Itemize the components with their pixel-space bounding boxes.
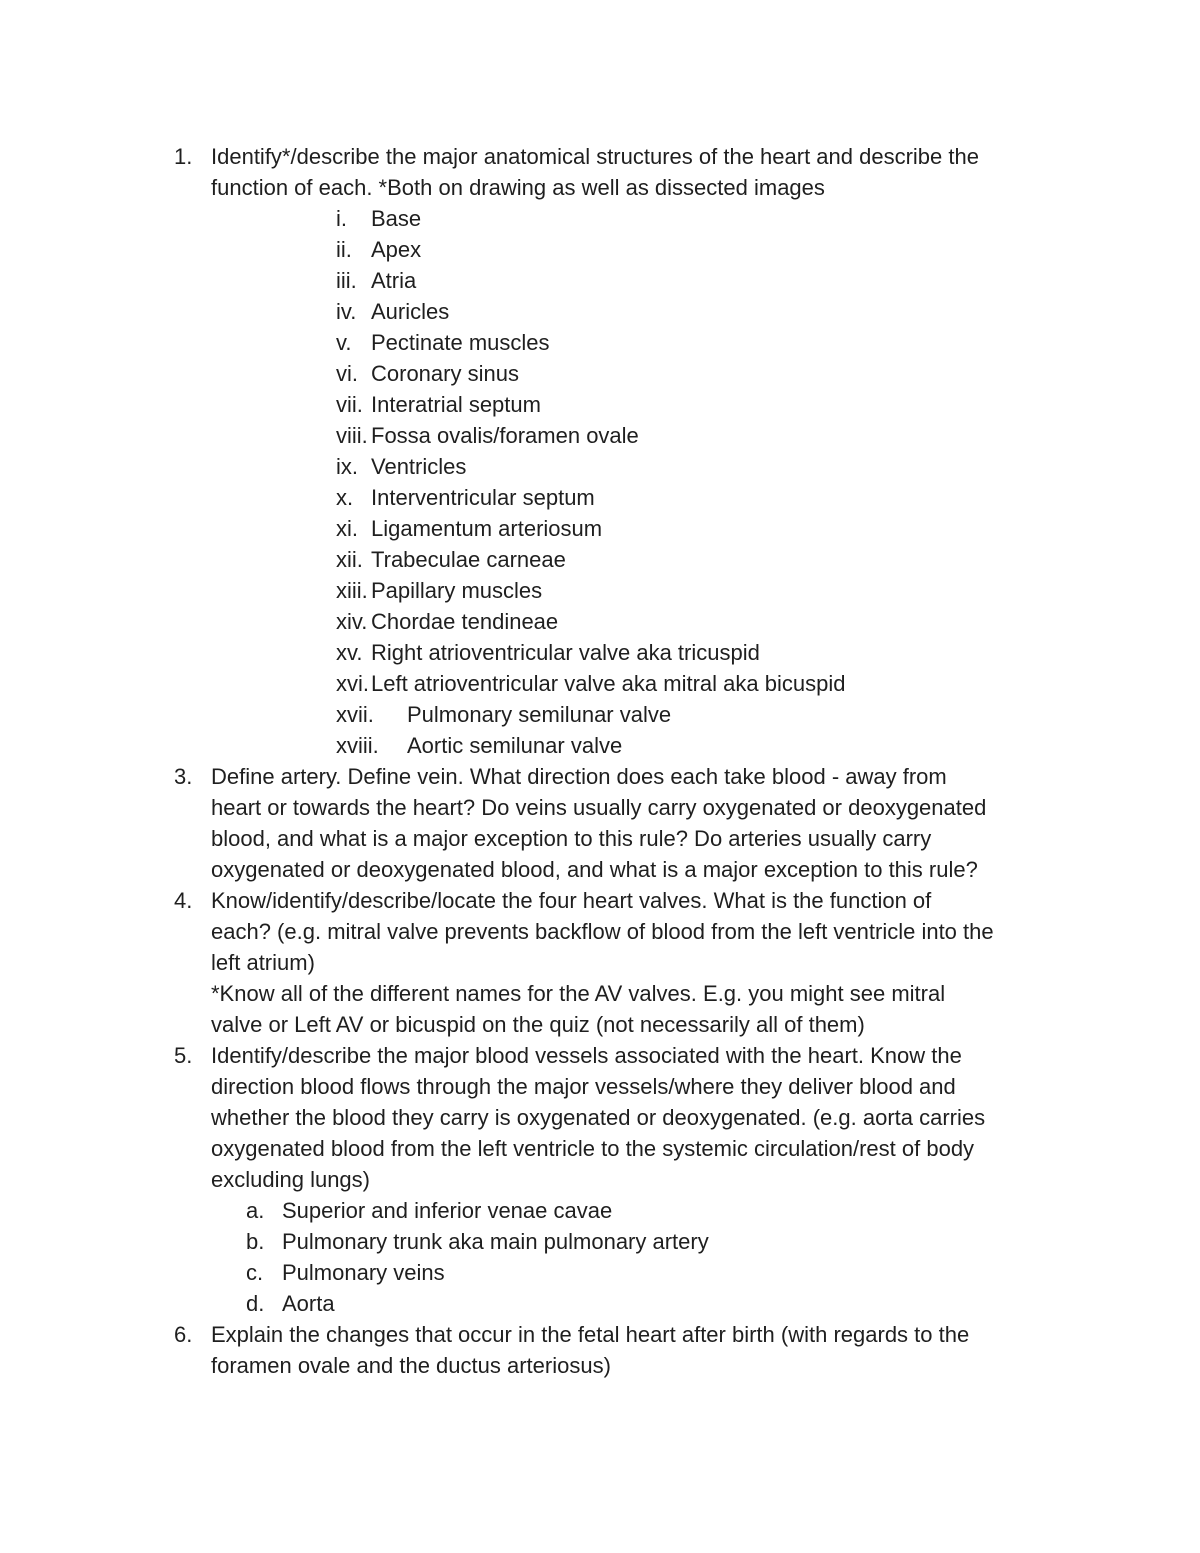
question-text: excluding lungs) — [211, 1167, 370, 1192]
item-text: Papillary muscles — [371, 578, 543, 603]
question-text: Know/identify/describe/locate the four heart valves. What is the function of — [211, 888, 932, 913]
item-text: Pectinate muscles — [371, 330, 550, 355]
item-marker: b. — [246, 1229, 265, 1254]
question-text: oxygenated or deoxygenated blood, and what is a major exception to this rule? — [211, 857, 978, 882]
question-text: left atrium) — [211, 950, 315, 975]
item-marker: ii. — [336, 237, 352, 262]
question-text: valve or Left AV or bicuspid on the quiz (not necessarily all of them) — [211, 1012, 865, 1037]
question-text: Identify/describe the major blood vessels associated with the heart. Know the — [211, 1043, 962, 1068]
item-text: Interatrial septum — [371, 392, 541, 417]
item-text: Aorta — [282, 1291, 335, 1316]
item-text: Aortic semilunar valve — [407, 733, 623, 758]
question-text: direction blood flows through the major vessels/where they deliver blood and — [211, 1074, 956, 1099]
item-marker: xvii. — [336, 702, 374, 727]
question-text: Explain the changes that occur in the fetal heart after birth (with regards to the — [211, 1322, 970, 1347]
item-text: Chordae tendineae — [371, 609, 559, 634]
question-number: 6. — [174, 1322, 193, 1347]
question-text: oxygenated blood from the left ventricle to the systemic circulation/rest of body — [211, 1136, 975, 1161]
item-marker: xi. — [336, 516, 358, 541]
item-marker: a. — [246, 1198, 265, 1223]
question-text: *Know all of the different names for the AV valves. E.g. you might see mitral — [211, 981, 946, 1006]
item-text: Pulmonary semilunar valve — [407, 702, 672, 727]
item-text: Right atrioventricular valve aka tricuspid — [371, 640, 760, 665]
question-text: heart or towards the heart? Do veins usually carry oxygenated or deoxygenated — [211, 795, 987, 820]
item-marker: xiii. — [336, 578, 368, 603]
item-text: Superior and inferior venae cavae — [282, 1198, 613, 1223]
item-text: Base — [371, 206, 422, 231]
item-marker: iv. — [336, 299, 357, 324]
item-text: Pulmonary trunk aka main pulmonary artery — [282, 1229, 709, 1254]
item-text: Atria — [371, 268, 417, 293]
question-text: foramen ovale and the ductus arteriosus) — [211, 1353, 611, 1378]
item-marker: vii. — [336, 392, 363, 417]
item-text: Trabeculae carneae — [371, 547, 566, 572]
item-marker: v. — [336, 330, 352, 355]
item-text: Left atrioventricular valve aka mitral aka bicuspid — [371, 671, 846, 696]
question-text: whether the blood they carry is oxygenated or deoxygenated. (e.g. aorta carries — [211, 1105, 986, 1130]
question-text: each? (e.g. mitral valve prevents backflow of blood from the left ventricle into the — [211, 919, 994, 944]
item-text: Auricles — [371, 299, 450, 324]
item-text: Apex — [371, 237, 422, 262]
question-number: 1. — [174, 144, 193, 169]
item-marker: xiv. — [336, 609, 368, 634]
item-marker: xii. — [336, 547, 363, 572]
item-marker: c. — [246, 1260, 264, 1285]
item-marker: i. — [336, 206, 347, 231]
question-text: Identify*/describe the major anatomical structures of the heart and describe the — [211, 144, 979, 169]
item-marker: xvi. — [336, 671, 369, 696]
question-number: 5. — [174, 1043, 193, 1068]
item-marker: ix. — [336, 454, 358, 479]
item-text: Pulmonary veins — [282, 1260, 445, 1285]
item-text: Fossa ovalis/foramen ovale — [371, 423, 639, 448]
item-marker: viii. — [336, 423, 368, 448]
item-marker: vi. — [336, 361, 358, 386]
item-marker: iii. — [336, 268, 357, 293]
question-text: function of each. *Both on drawing as well as dissected images — [211, 175, 825, 200]
question-number: 3. — [174, 764, 193, 789]
item-text: Coronary sinus — [371, 361, 519, 386]
item-marker: d. — [246, 1291, 265, 1316]
question-text: blood, and what is a major exception to this rule? Do arteries usually carry — [211, 826, 932, 851]
item-text: Ventricles — [371, 454, 467, 479]
question-text: Define artery. Define vein. What direction does each take blood - away from — [211, 764, 947, 789]
item-text: Ligamentum arteriosum — [371, 516, 603, 541]
question-number: 4. — [174, 888, 193, 913]
item-text: Interventricular septum — [371, 485, 595, 510]
item-marker: xviii. — [336, 733, 379, 758]
item-marker: xv. — [336, 640, 363, 665]
item-marker: x. — [336, 485, 354, 510]
